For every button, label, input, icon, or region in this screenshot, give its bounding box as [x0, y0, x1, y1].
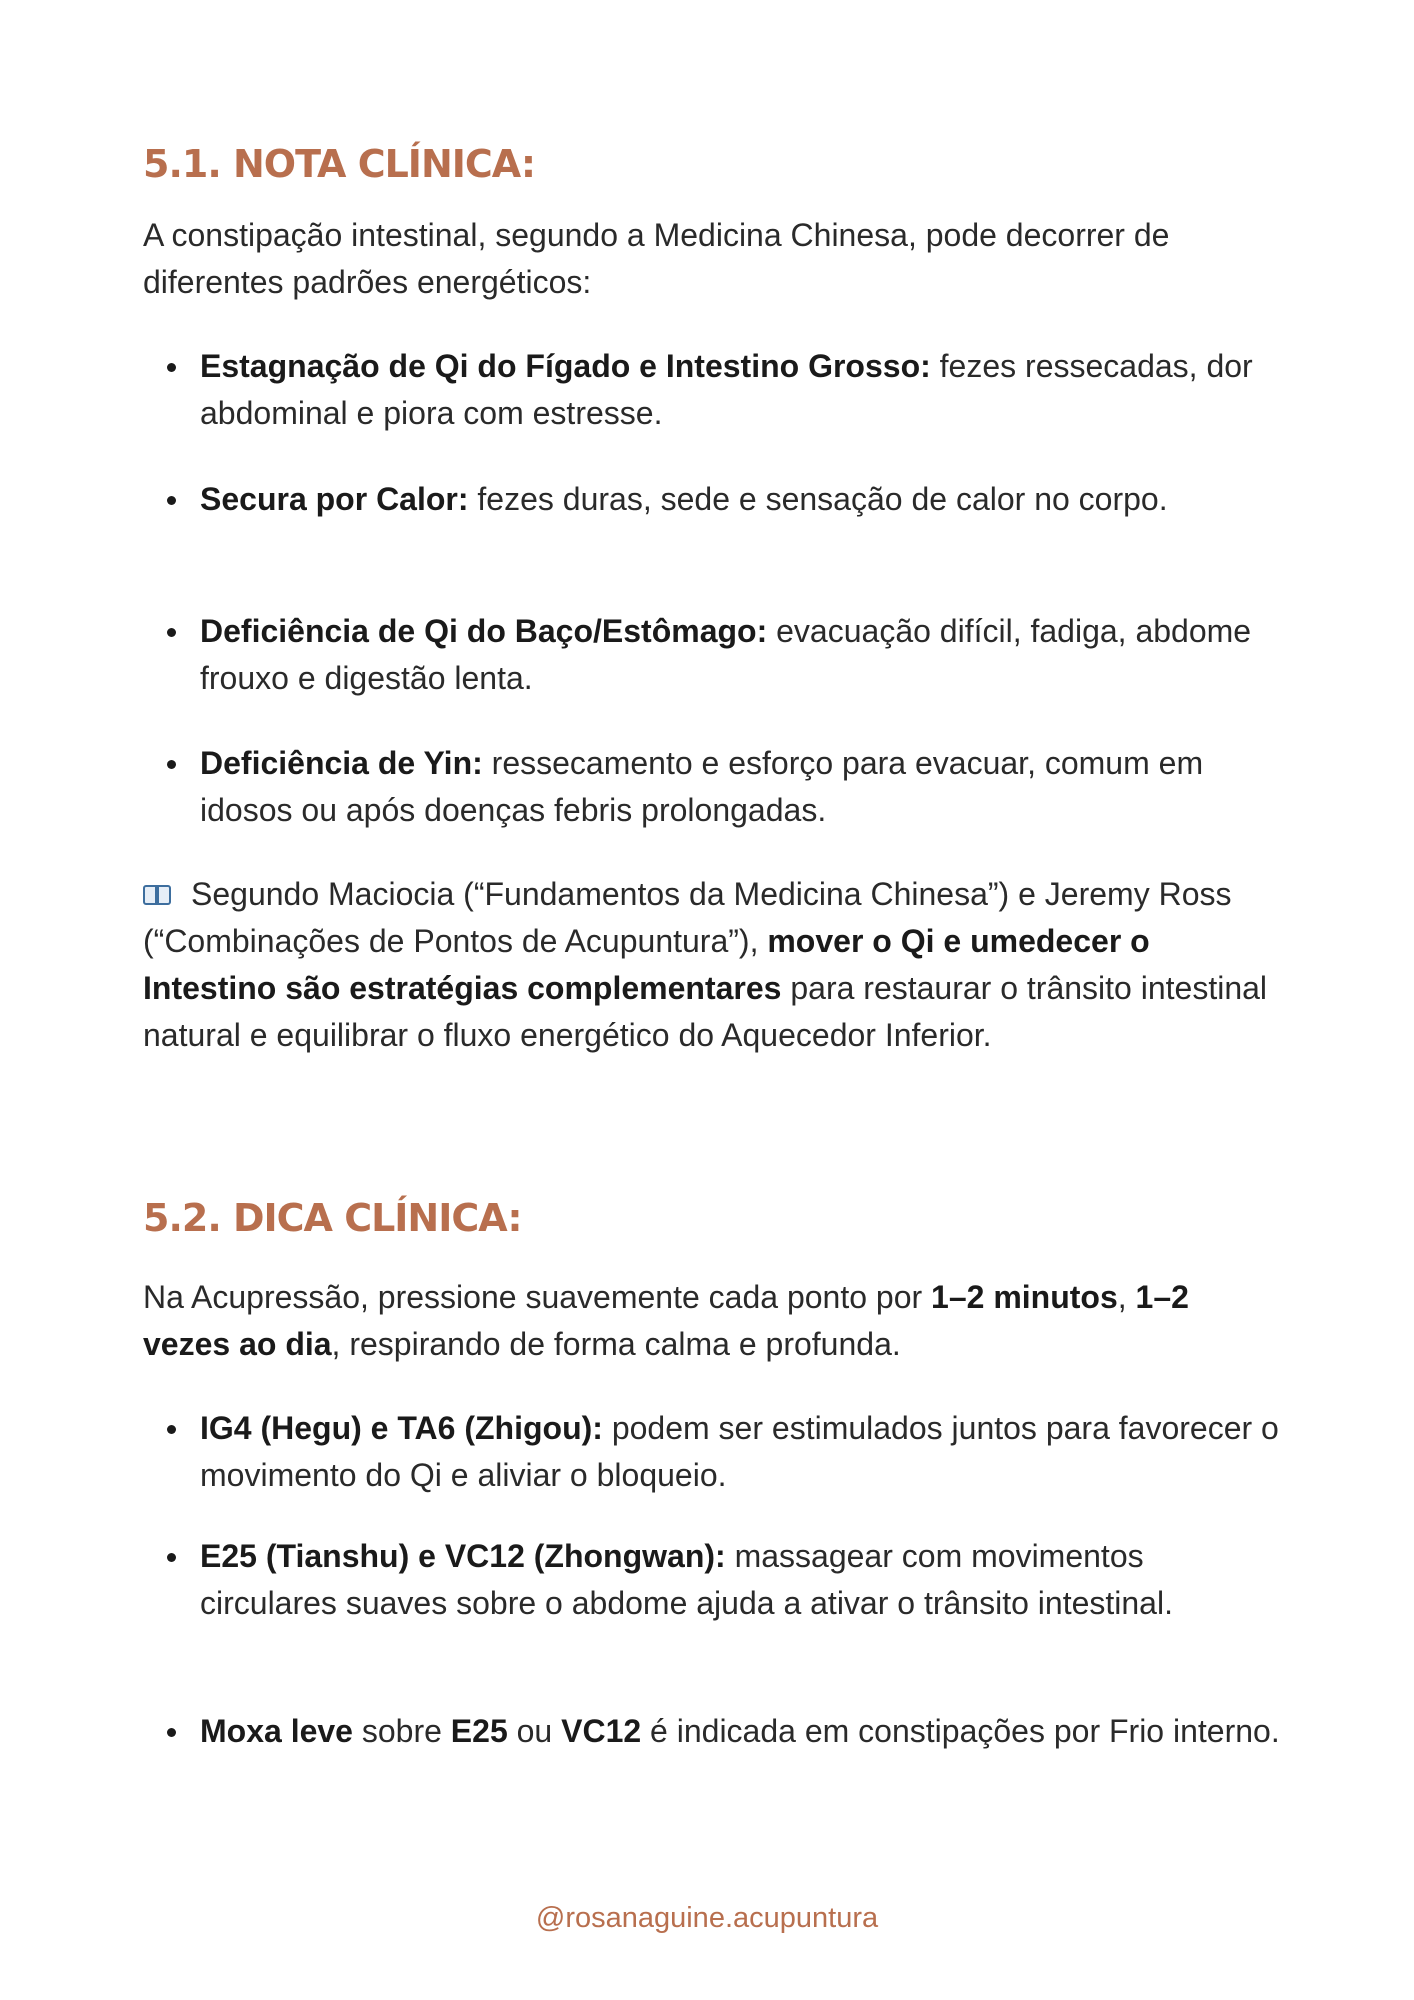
dica-intro-separator: , [1117, 1279, 1136, 1315]
moxa-label: Moxa leve [200, 1713, 353, 1749]
list-item-text: evacuação difícil, fadiga, abdome frouxo e digestão lenta. [200, 613, 1252, 696]
reference-text-bold: mover o Qi e umedecer o Intestino são estratégias complementares [143, 923, 1150, 1006]
list-item-label: E25 (Tianshu) e VC12 (Zhongwan): [200, 1538, 726, 1574]
list-item-text: fezes ressecadas, dor abdominal e piora com estresse. [200, 348, 1253, 431]
list-item-e25-vc12 [200, 1533, 1283, 1627]
list-item-estagnacao-qi [200, 343, 1283, 437]
moxa-text: ou [507, 1713, 562, 1749]
list-item-text: podem ser estimulados juntos para favorecer o movimento do Qi e aliviar o bloqueio. [200, 1410, 1279, 1493]
reference-text-before: Segundo Maciocia (“Fundamentos da Medicina Chinesa”) e Jeremy Ross (“Combinações de Pontos de Acupuntura”), [143, 876, 1232, 959]
list-item-label: Deficiência de Yin: [200, 745, 483, 781]
footer-handle: @rosanaguine.acupuntura [535, 1902, 879, 1934]
dica-intro-paragraph [143, 1274, 1283, 1368]
dica-intro-duration: 1–2 minutos [931, 1279, 1118, 1315]
list-item-deficiencia-yin [200, 740, 1283, 834]
moxa-point-e25: E25 [450, 1713, 508, 1749]
reference-paragraph [143, 871, 1283, 1059]
dica-intro-text: Na Acupressão, pressione suavemente cada ponto por [143, 1279, 932, 1315]
list-item-secura-calor [200, 476, 1283, 523]
list-item-ig4-ta6 [200, 1405, 1283, 1499]
list-item-label: Deficiência de Qi do Baço/Estômago: [200, 613, 768, 649]
list-item-label: IG4 (Hegu) e TA6 (Zhigou): [200, 1410, 603, 1446]
list-item-label: Secura por Calor: [200, 481, 469, 517]
dica-intro-frequency: 1–2 vezes ao dia [143, 1279, 1189, 1362]
list-item-text: ressecamento e esforço para evacuar, comum em idosos ou após doenças febris prolongadas. [200, 745, 1204, 828]
book-icon [143, 885, 173, 907]
list-item-moxa [200, 1708, 1283, 1755]
dica-intro-text-end: , respirando de forma calma e profunda. [331, 1326, 901, 1362]
section-title-dica-clinica: 5.2. DICA CLÍNICA: [143, 1196, 522, 1240]
list-item-deficiencia-qi-baco [200, 608, 1283, 702]
list-item-text: fezes duras, sede e sensação de calor no corpo. [468, 481, 1168, 517]
reference-text-after: para restaurar o trânsito intestinal natural e equilibrar o fluxo energético do Aquecedor Inferior. [143, 970, 1268, 1053]
section-title-nota-clinica: 5.1. NOTA CLÍNICA: [143, 142, 536, 186]
list-item-label: Estagnação de Qi do Fígado e Intestino Grosso: [200, 348, 931, 384]
moxa-point-vc12: VC12 [561, 1713, 642, 1749]
moxa-text: sobre [352, 1713, 451, 1749]
nota-intro-paragraph: A constipação intestinal, segundo a Medicina Chinesa, pode decorrer de diferentes padrões energéticos: [143, 217, 1170, 300]
moxa-text: é indicada em constipações por Frio interno. [641, 1713, 1280, 1749]
list-item-text: massagear com movimentos circulares suaves sobre o abdome ajuda a ativar o trânsito intestinal. [200, 1538, 1173, 1621]
